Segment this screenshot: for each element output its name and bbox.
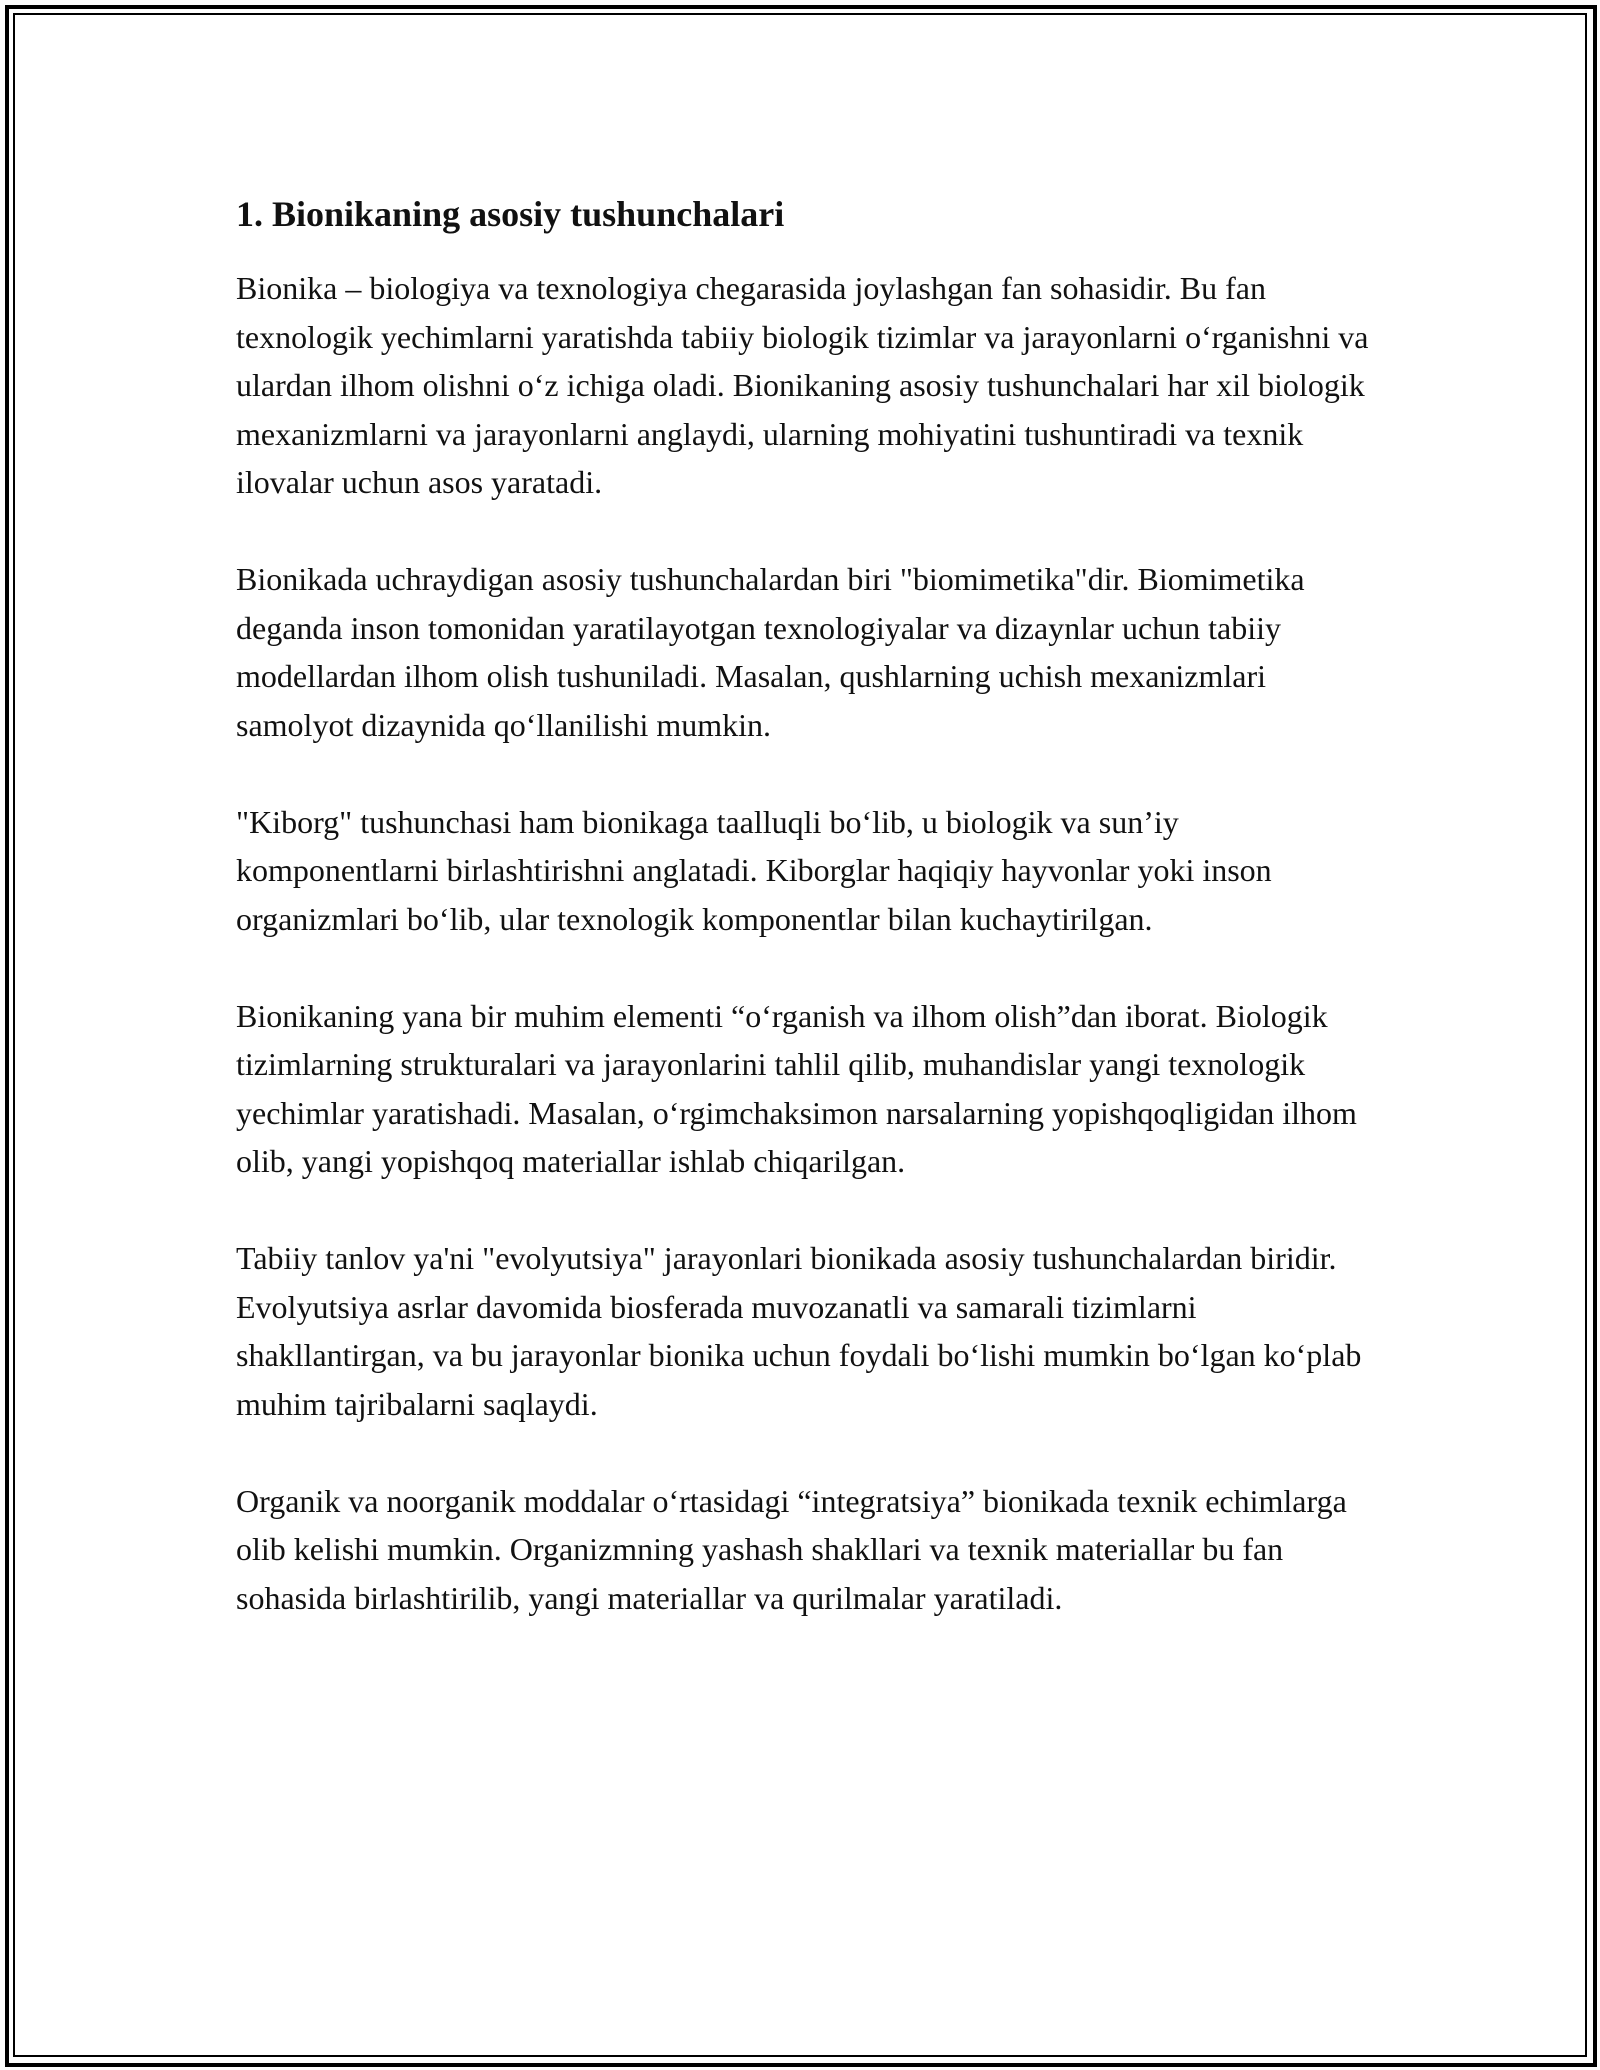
document-title: 1. Bionikaning asosiy tushunchalari bbox=[236, 194, 785, 234]
paragraph-biomimetics: Bionikada uchraydigan asosiy tushunchalardan biri "biomimetika"dir. Biomimetika deganda inson tomonidan yaratilayotgan texnologiyalar va dizaynlar uchun tabiiy modellardan ilhom olish tushuniladi. Masalan, qushlarning uchish mexanizmlari samolyot dizaynida qo‘llanilishi mumkin. bbox=[236, 561, 1305, 743]
paragraph-cyborg: "Kiborg" tushunchasi ham bionikaga taalluqli bo‘lib, u biologik va sun’iy komponentlarni birlashtirishni anglatadi. Kiborglar haqiqiy hayvonlar yoki inson organizmlari bo‘lib, ular texnologik komponentlar bilan kuchaytirilgan. bbox=[236, 803, 1272, 937]
paragraph-intro: Bionika – biologiya va texnologiya chegarasida joylashgan fan sohasidir. Bu fan texnologik yechimlarni yaratishda tabiiy biologik tizimlar va jarayonlarni o‘rganishni va ulardan ilhom olishni o‘z ichiga oladi. Bionikaning asosiy tushunchalari har xil biologik mexanizmlarni va jarayonlarni anglaydi, ularning mohiyatini tushuntiradi va texnik ilovalar uchun asos yaratadi. bbox=[236, 270, 1369, 500]
paragraph-evolution: Tabiiy tanlov ya'ni "evolyutsiya" jarayonlari bionikada asosiy tushunchalardan biridir. Evolyutsiya asrlar davomida biosferada muvozanatli va samarali tizimlarni shakllantirgan, va bu jarayonlar bionika uchun foydali bo‘lishi mumkin bo‘lgan ko‘plab muhim tajribalarni saqlaydi. bbox=[236, 1240, 1362, 1422]
document-body bbox=[236, 186, 1371, 1671]
paragraph-integration: Organik va noorganik moddalar o‘rtasidagi “integratsiya” bionikada texnik echimlarga olib kelishi mumkin. Organizmning yashash shakllari va texnik materiallar bu fan sohasida birlashtirilib, yangi materiallar va qurilmalar yaratiladi. bbox=[236, 1482, 1347, 1616]
paragraph-learning-inspiration: Bionikaning yana bir muhim elementi “o‘rganish va ilhom olish”dan iborat. Biologik tizimlarning strukturalari va jarayonlarini tahlil qilib, muhandislar yangi texnologik yechimlar yaratishadi. Masalan, o‘rgimchaksimon narsalarning yopishqoqligidan ilhom olib, yangi yopishqoq materiallar ishlab chiqarilgan. bbox=[236, 997, 1357, 1179]
